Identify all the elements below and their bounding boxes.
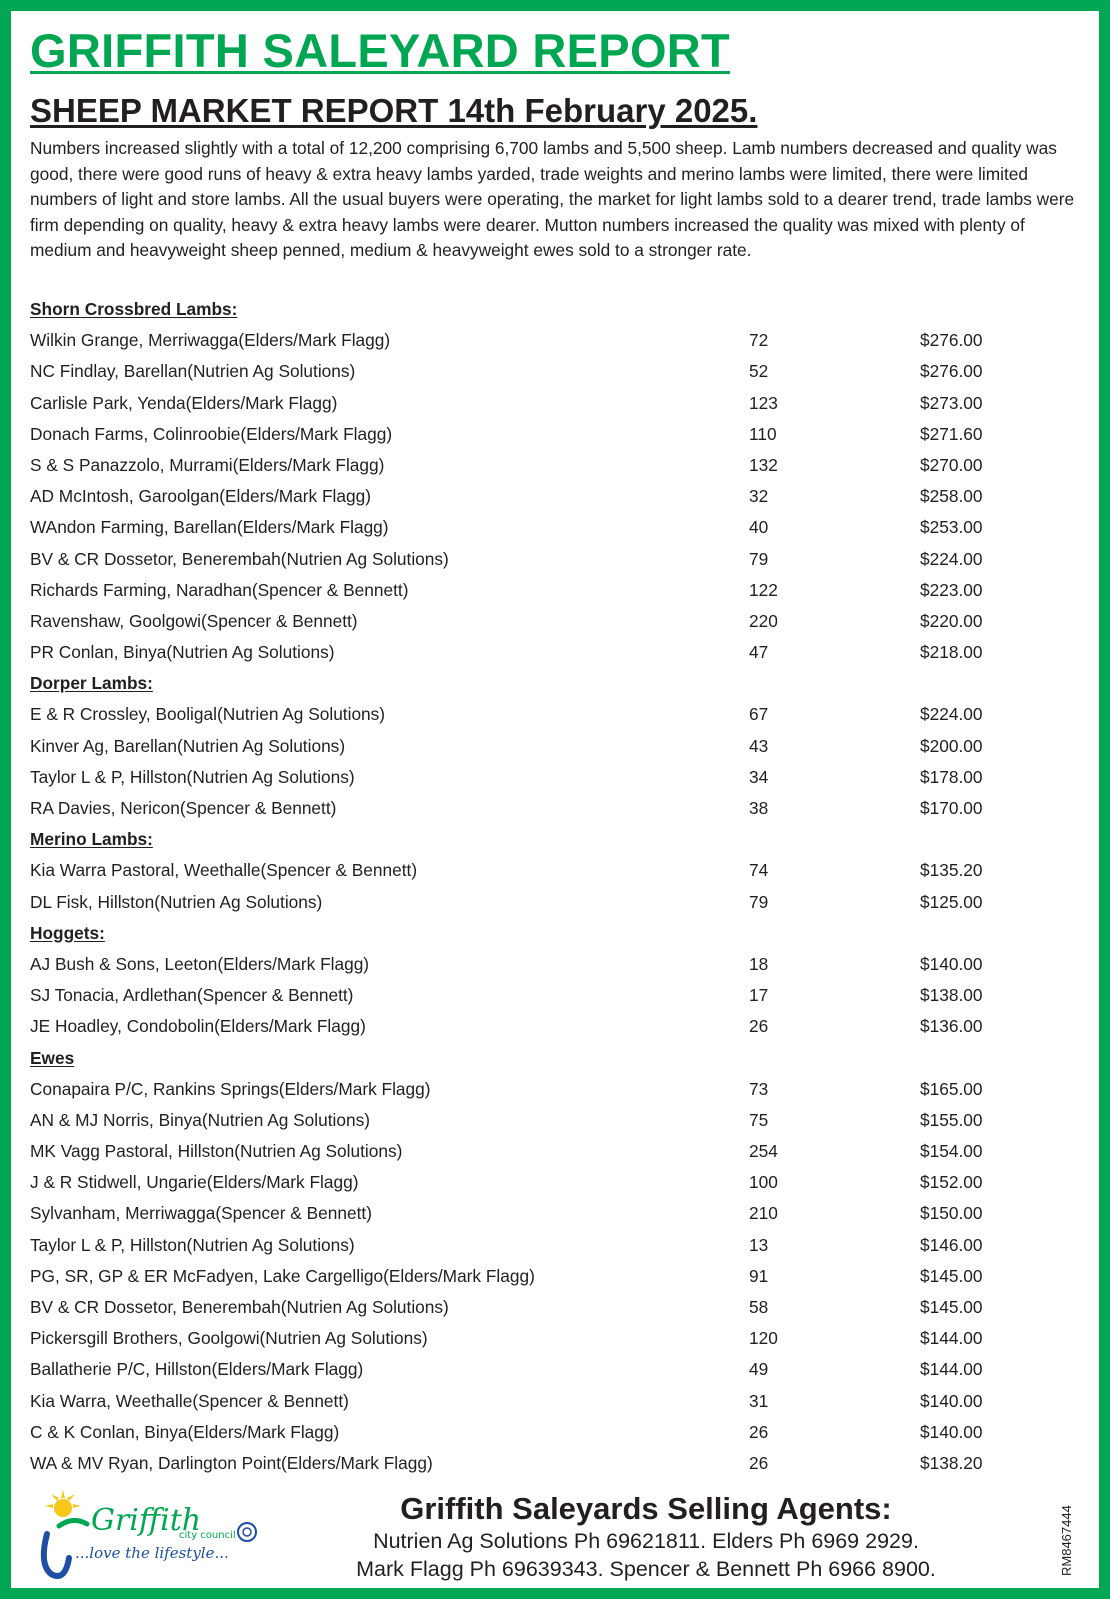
price-per-head: $138.00: [920, 985, 983, 1006]
vendor-name: Kia Warra Pastoral, Weethalle(Spencer & Bennett): [30, 860, 418, 881]
sale-row: [30, 1105, 1080, 1136]
sale-row: [30, 855, 1080, 886]
vendor-name: Pickersgill Brothers, Goolgowi(Nutrien Ag Solutions): [30, 1328, 428, 1349]
price-per-head: $271.60: [920, 423, 983, 444]
vendor-name: BV & CR Dossetor, Benerembah(Nutrien Ag Solutions): [30, 548, 449, 569]
sale-row: [30, 1292, 1080, 1323]
price-per-head: $270.00: [920, 454, 983, 475]
sale-row: [30, 544, 1080, 575]
price-per-head: $276.00: [920, 361, 983, 382]
head-count: 110: [749, 423, 777, 444]
price-per-head: $146.00: [920, 1234, 983, 1255]
vendor-name: DL Fisk, Hillston(Nutrien Ag Solutions): [30, 891, 323, 912]
price-per-head: $224.00: [920, 704, 983, 725]
price-per-head: $218.00: [920, 642, 983, 663]
price-per-head: $200.00: [920, 735, 983, 756]
vendor-name: MK Vagg Pastoral, Hillston(Nutrien Ag Solutions): [30, 1141, 403, 1162]
head-count: 32: [749, 486, 769, 507]
report-page: [11, 11, 1099, 1588]
sale-row: [30, 887, 1080, 918]
vendor-name: AD McIntosh, Garoolgan(Elders/Mark Flagg): [30, 486, 371, 507]
vendor-name: WA & MV Ryan, Darlington Point(Elders/Mark Flagg): [30, 1452, 433, 1473]
section-heading: [30, 1043, 1080, 1074]
vendor-name: S & S Panazzolo, Murrami(Elders/Mark Flagg): [30, 454, 385, 475]
vendor-name: Sylvanham, Merriwagga(Spencer & Bennett): [30, 1203, 372, 1224]
vendor-name: E & R Crossley, Booligal(Nutrien Ag Solutions): [30, 704, 386, 725]
sale-row: [30, 606, 1080, 637]
vendor-name: Wilkin Grange, Merriwagga(Elders/Mark Flagg): [30, 330, 391, 351]
sale-row: [30, 1167, 1080, 1198]
vendor-name: JE Hoadley, Condobolin(Elders/Mark Flagg): [30, 1016, 366, 1037]
head-count: 13: [749, 1234, 769, 1255]
head-count: 254: [749, 1141, 778, 1162]
selling-agents-title: Griffith Saleyards Selling Agents:: [400, 1491, 892, 1526]
price-per-head: $178.00: [920, 766, 983, 787]
sale-row: [30, 949, 1080, 980]
price-per-head: $140.00: [920, 1421, 983, 1442]
head-count: 47: [749, 642, 769, 663]
head-count: 120: [749, 1328, 778, 1349]
head-count: 73: [749, 1078, 769, 1099]
sale-row: [30, 388, 1080, 419]
section-heading-label: Hoggets:: [30, 922, 105, 943]
head-count: 75: [749, 1109, 769, 1130]
price-per-head: $253.00: [920, 517, 983, 538]
vendor-name: SJ Tonacia, Ardlethan(Spencer & Bennett): [30, 985, 354, 1006]
sale-row: [30, 575, 1080, 606]
head-count: 58: [749, 1297, 769, 1317]
head-count: 122: [749, 579, 778, 600]
head-count: 40: [749, 517, 769, 538]
sale-row: [30, 1198, 1080, 1229]
vendor-name: Ballatherie P/C, Hillston(Elders/Mark Flagg): [30, 1359, 364, 1380]
sale-row: [30, 356, 1080, 387]
selling-agents-line-1: Nutrien Ag Solutions Ph 69621811. Elders Ph 6969 2929.: [373, 1529, 919, 1553]
head-count: 31: [749, 1390, 769, 1411]
head-count: 79: [749, 548, 769, 569]
sale-row: [30, 637, 1080, 668]
vendor-name: WAndon Farming, Barellan(Elders/Mark Flagg): [30, 517, 389, 538]
head-count: 74: [749, 860, 769, 881]
head-count: 132: [749, 454, 778, 475]
reference-code: RM8467444: [1059, 1505, 1074, 1576]
price-per-head: $144.00: [920, 1328, 983, 1349]
sale-row: [30, 793, 1080, 824]
head-count: 18: [749, 953, 769, 974]
vendor-name: Conapaira P/C, Rankins Springs(Elders/Mark Flagg): [30, 1078, 431, 1099]
price-per-head: $150.00: [920, 1203, 983, 1224]
sale-row: [30, 1448, 1080, 1479]
sale-row: [30, 980, 1080, 1011]
price-per-head: $138.20: [920, 1452, 983, 1473]
vendor-name: Kia Warra, Weethalle(Spencer & Bennett): [30, 1390, 349, 1411]
section-heading-label: Merino Lambs:: [30, 829, 153, 850]
sale-row: [30, 512, 1080, 543]
head-count: 49: [749, 1359, 769, 1380]
head-count: 52: [749, 361, 769, 382]
vendor-name: J & R Stidwell, Ungarie(Elders/Mark Flagg): [30, 1172, 359, 1193]
sale-row: [30, 1136, 1080, 1167]
head-count: 26: [749, 1452, 769, 1473]
price-per-head: $220.00: [920, 610, 983, 631]
price-per-head: $140.00: [920, 953, 983, 974]
griffith-city-council-logo: [29, 1486, 261, 1586]
sale-row: [30, 699, 1080, 730]
price-per-head: $154.00: [920, 1141, 983, 1162]
sale-row: [30, 1074, 1080, 1105]
vendor-name: AN & MJ Norris, Binya(Nutrien Ag Solutions): [30, 1109, 370, 1130]
head-count: 67: [749, 704, 769, 725]
head-count: 91: [749, 1265, 769, 1286]
vendor-name: RA Davies, Nericon(Spencer & Bennett): [30, 798, 337, 818]
vendor-name: Donach Farms, Colinroobie(Elders/Mark Flagg): [30, 423, 393, 444]
head-count: 17: [749, 985, 769, 1006]
price-per-head: $125.00: [920, 891, 983, 912]
sale-row: [30, 1354, 1080, 1385]
price-per-head: $170.00: [920, 798, 983, 818]
head-count: 34: [749, 766, 769, 787]
sale-row: [30, 419, 1080, 450]
head-count: 26: [749, 1421, 769, 1442]
head-count: 123: [749, 392, 778, 413]
price-per-head: $155.00: [920, 1109, 983, 1130]
head-count: 38: [749, 798, 769, 818]
vendor-name: PR Conlan, Binya(Nutrien Ag Solutions): [30, 642, 335, 663]
report-title: GRIFFITH SALEYARD REPORT: [30, 24, 731, 77]
sale-row: [30, 731, 1080, 762]
head-count: 220: [749, 610, 778, 631]
sale-row: [30, 1230, 1080, 1261]
head-count: 100: [749, 1172, 778, 1193]
vendor-name: Carlisle Park, Yenda(Elders/Mark Flagg): [30, 392, 338, 413]
svg-text:Griffith: Griffith: [91, 1503, 202, 1538]
sale-row: [30, 1386, 1080, 1417]
svg-text:...love the lifestyle...: ...love the lifestyle...: [75, 1544, 229, 1562]
sales-list: [30, 294, 1080, 1479]
head-count: 26: [749, 1016, 769, 1037]
price-per-head: $258.00: [920, 486, 983, 507]
price-per-head: $135.20: [920, 860, 983, 881]
vendor-name: Richards Farming, Naradhan(Spencer & Bennett): [30, 579, 409, 600]
section-heading: [30, 824, 1080, 855]
sale-row: [30, 325, 1080, 356]
sale-row: [30, 1323, 1080, 1354]
price-per-head: $224.00: [920, 548, 983, 569]
vendor-name: BV & CR Dossetor, Benerembah(Nutrien Ag Solutions): [30, 1297, 449, 1317]
price-per-head: $276.00: [920, 330, 983, 351]
head-count: 72: [749, 330, 769, 351]
head-count: 210: [749, 1203, 778, 1224]
vendor-name: AJ Bush & Sons, Leeton(Elders/Mark Flagg): [30, 953, 370, 974]
svg-text:city council: city council: [179, 1530, 236, 1541]
report-subtitle: SHEEP MARKET REPORT 14th February 2025.: [30, 92, 758, 129]
sun-icon: [45, 1490, 81, 1517]
section-heading-label: Shorn Crossbred Lambs:: [30, 299, 238, 319]
section-heading-label: Ewes: [30, 1047, 75, 1068]
price-per-head: $145.00: [920, 1265, 983, 1286]
price-per-head: $144.00: [920, 1359, 983, 1380]
market-summary: Numbers increased slightly with a total of 12,200 comprising 6,700 lambs and 5,500 sheep. Lamb numbers decreased and quality was good, there were good runs of heavy & extra heavy lambs yarded, trade weights and merino lambs were limited, there were limited numbers of light and store lambs. All the usual buyers were operating, the market for light lambs sold to a dearer trend, trade lambs were firm depending on quality, heavy & extra heavy lambs were dearer. Mutton numbers increased the quality was mixed with plenty of medium and heavyweight sheep penned, medium & heavyweight ewes sold to a stronger rate.: [30, 138, 1075, 261]
sale-row: [30, 1417, 1080, 1448]
head-count: 43: [749, 735, 769, 756]
vendor-name: NC Findlay, Barellan(Nutrien Ag Solutions): [30, 361, 356, 382]
price-per-head: $223.00: [920, 579, 983, 600]
head-count: 79: [749, 891, 769, 912]
selling-agents-line-2: Mark Flagg Ph 69639343. Spencer & Bennett Ph 6966 8900.: [356, 1557, 936, 1581]
price-per-head: $136.00: [920, 1016, 983, 1037]
price-per-head: $145.00: [920, 1297, 983, 1317]
section-heading-label: Dorper Lambs:: [30, 673, 153, 694]
section-heading: [30, 918, 1080, 949]
price-per-head: $273.00: [920, 392, 983, 413]
vendor-name: PG, SR, GP & ER McFadyen, Lake Cargelligo(Elders/Mark Flagg): [30, 1265, 535, 1286]
section-heading: [30, 668, 1080, 699]
section-heading: [30, 294, 1080, 325]
vendor-name: Ravenshaw, Goolgowi(Spencer & Bennett): [30, 610, 358, 631]
sale-row: [30, 481, 1080, 512]
sale-row: [30, 1261, 1080, 1292]
vendor-name: Taylor L & P, Hillston(Nutrien Ag Solutions): [30, 766, 355, 787]
vendor-name: Kinver Ag, Barellan(Nutrien Ag Solutions): [30, 735, 346, 756]
vendor-name: Taylor L & P, Hillston(Nutrien Ag Solutions): [30, 1234, 355, 1255]
sale-row: [30, 762, 1080, 793]
vendor-name: C & K Conlan, Binya(Elders/Mark Flagg): [30, 1421, 340, 1442]
sale-row: [30, 1011, 1080, 1042]
price-per-head: $140.00: [920, 1390, 983, 1411]
sale-row: [30, 450, 1080, 481]
price-per-head: $165.00: [920, 1078, 983, 1099]
price-per-head: $152.00: [920, 1172, 983, 1193]
